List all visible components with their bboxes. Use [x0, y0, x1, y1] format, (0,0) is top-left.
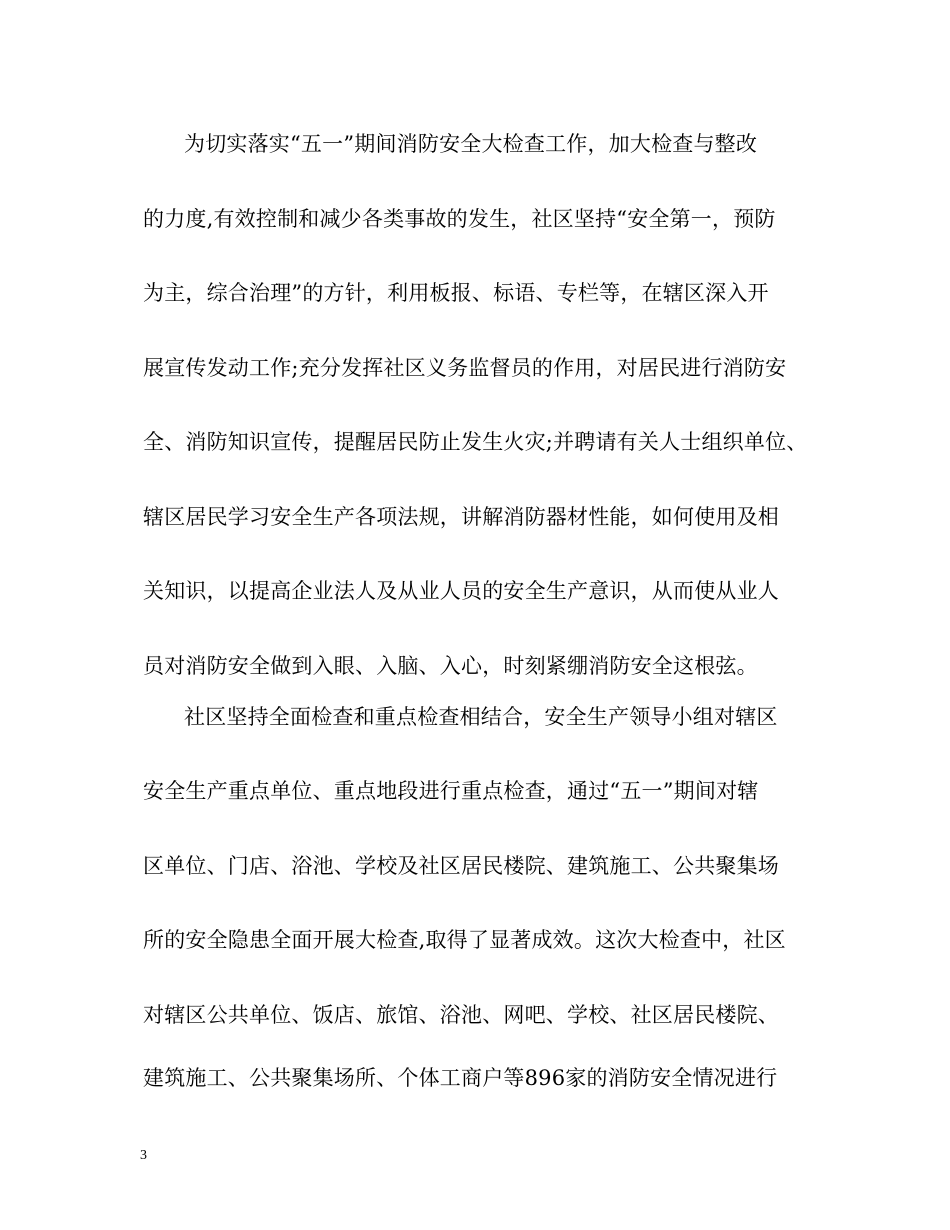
- paragraph-line: 为切实落实“五一”期间消防安全大检查工作，加大检查与整改: [184, 132, 758, 156]
- paragraph-line: 全、消防知识宣传，提醒居民防止发生火灾;并聘请有关人士组织单位、: [143, 430, 808, 454]
- paragraph-line: 建筑施工、公共聚集场所、个体工商户等896家的消防安全情况进行: [143, 1066, 778, 1090]
- paragraph-line: 的力度,有效控制和减少各类事故的发生，社区坚持“安全第一，预防: [143, 207, 776, 231]
- paragraph-line: 对辖区公共单位、饭店、旅馆、浴池、网吧、学校、社区居民楼院、: [143, 1003, 779, 1027]
- paragraph-line: 安全生产重点单位、重点地段进行重点检查，通过“五一”期间对辖: [143, 779, 759, 803]
- paragraph-line: 员对消防安全做到入眼、入脑、入心，时刻紧绷消防安全这根弦。: [143, 654, 758, 678]
- paragraph-line: 区单位、门店、浴池、学校及社区居民楼院、建筑施工、公共聚集场: [143, 854, 779, 878]
- paragraph-line: 展宣传发动工作;充分发挥社区义务监督员的作用，对居民进行消防安: [143, 356, 787, 380]
- paragraph-line: 关知识，以提高企业法人及从业人员的安全生产意识，从而使从业人: [143, 579, 779, 603]
- paragraph-line: 为主，综合治理”的方针，利用板报、标语、专栏等，在辖区深入开: [143, 281, 769, 305]
- paragraph-line: 辖区居民学习安全生产各项法规，讲解消防器材性能，如何使用及相: [143, 505, 779, 529]
- paragraph-line: 社区坚持全面检查和重点检查相结合，安全生产领导小组对辖区: [184, 705, 778, 729]
- paragraph-line: 所的安全隐患全面开展大检查,取得了显著成效。这次大检查中，社区: [143, 928, 786, 952]
- page-number: 3: [140, 1148, 147, 1163]
